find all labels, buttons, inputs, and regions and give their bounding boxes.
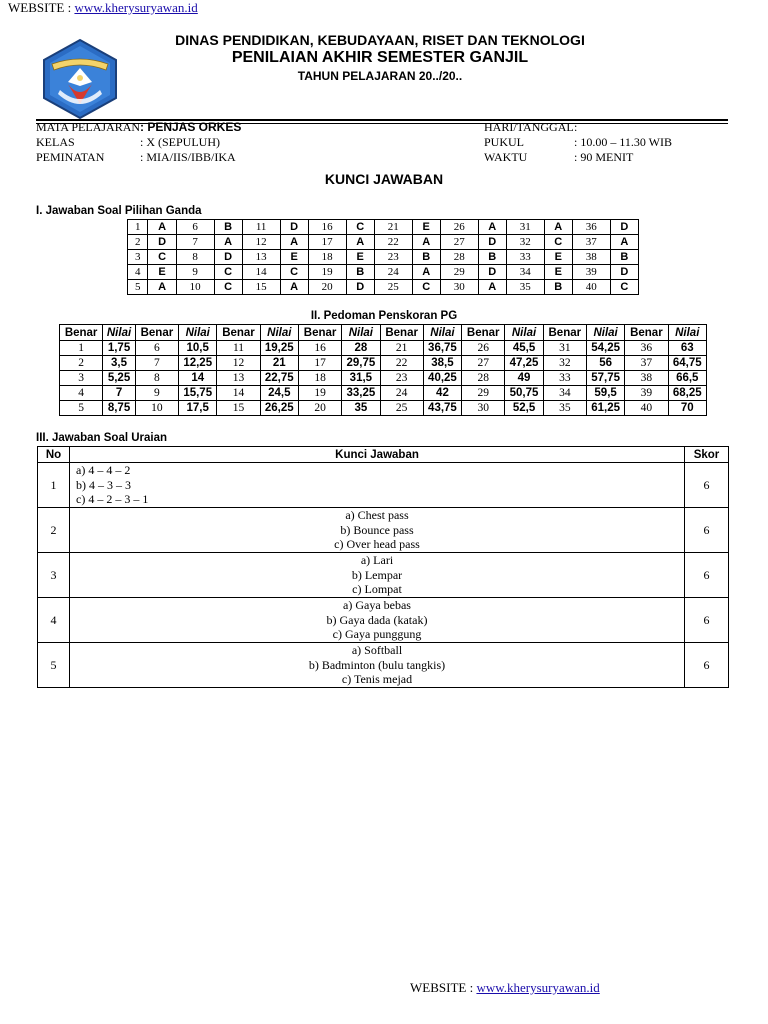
info-value: : bbox=[574, 120, 578, 134]
exam-info bbox=[36, 120, 728, 165]
answer-line: c) Gaya punggung bbox=[332, 627, 422, 642]
correct-count: 13 bbox=[217, 371, 260, 386]
column-header-nilai: Nilai bbox=[505, 325, 543, 341]
document-title: KUNCI JAWABAN bbox=[324, 171, 444, 187]
column-header-nilai: Nilai bbox=[423, 325, 461, 341]
question-number: 21 bbox=[374, 220, 412, 235]
score-value: 5,25 bbox=[103, 371, 136, 386]
table-row bbox=[128, 220, 639, 235]
answer-line: b) Gaya dada (katak) bbox=[326, 612, 428, 627]
score-value: 50,75 bbox=[505, 386, 543, 401]
section-1-title: I. Jawaban Soal Pilihan Ganda bbox=[36, 205, 202, 217]
answer-letter: A bbox=[148, 220, 176, 235]
answer-letter: C bbox=[610, 280, 638, 295]
score-value: 26,25 bbox=[260, 401, 298, 416]
correct-count: 12 bbox=[217, 356, 260, 371]
table-row bbox=[60, 401, 707, 416]
row-number: 2 bbox=[38, 508, 70, 553]
column-header-score: Skor bbox=[685, 447, 729, 463]
school-year: TAHUN PELAJARAN 20../20.. bbox=[297, 69, 463, 83]
score-cell: 6 bbox=[685, 598, 729, 643]
table-row bbox=[60, 356, 707, 371]
answer-letter: C bbox=[214, 280, 242, 295]
question-number: 32 bbox=[506, 235, 544, 250]
question-number: 16 bbox=[308, 220, 346, 235]
question-number: 28 bbox=[440, 250, 478, 265]
answer-line: b) Bounce pass bbox=[340, 522, 414, 537]
score-value: 19,25 bbox=[260, 341, 298, 356]
question-number: 3 bbox=[128, 250, 148, 265]
website-link[interactable]: www.kherysuryawan.id bbox=[476, 980, 600, 995]
question-number: 9 bbox=[176, 265, 214, 280]
question-number: 8 bbox=[176, 250, 214, 265]
correct-count: 39 bbox=[625, 386, 668, 401]
correct-count: 37 bbox=[625, 356, 668, 371]
answer-line: a) Lari bbox=[360, 553, 394, 568]
score-value: 38,5 bbox=[423, 356, 461, 371]
correct-count: 9 bbox=[135, 386, 178, 401]
table-row bbox=[60, 371, 707, 386]
info-value: : 10.00 – 11.30 WIB bbox=[574, 135, 672, 149]
correct-count: 7 bbox=[135, 356, 178, 371]
column-header-key: Kunci Jawaban bbox=[70, 447, 685, 463]
question-number: 20 bbox=[308, 280, 346, 295]
table-row bbox=[38, 463, 729, 508]
answer-letter: E bbox=[148, 265, 176, 280]
score-value: 43,75 bbox=[423, 401, 461, 416]
answer-line: a) Gaya bebas bbox=[343, 598, 411, 613]
answer-letter: A bbox=[412, 265, 440, 280]
question-number: 13 bbox=[242, 250, 280, 265]
table-row bbox=[128, 265, 639, 280]
row-number: 3 bbox=[38, 553, 70, 598]
table-row bbox=[128, 280, 639, 295]
score-value: 40,25 bbox=[423, 371, 461, 386]
correct-count: 18 bbox=[298, 371, 341, 386]
correct-count: 2 bbox=[60, 356, 103, 371]
website-label: WEBSITE : bbox=[410, 980, 477, 995]
score-value: 33,25 bbox=[342, 386, 380, 401]
answer-letter: E bbox=[544, 265, 572, 280]
score-value: 57,75 bbox=[586, 371, 624, 386]
answer-letter: B bbox=[346, 265, 374, 280]
question-number: 24 bbox=[374, 265, 412, 280]
score-value: 10,5 bbox=[179, 341, 217, 356]
answer-letter: C bbox=[346, 220, 374, 235]
info-key: WAKTU bbox=[484, 150, 528, 164]
column-header-benar: Benar bbox=[135, 325, 178, 341]
correct-count: 33 bbox=[543, 371, 586, 386]
score-value: 15,75 bbox=[179, 386, 217, 401]
score-value: 31,5 bbox=[342, 371, 380, 386]
question-number: 29 bbox=[440, 265, 478, 280]
score-value: 8,75 bbox=[103, 401, 136, 416]
question-number: 15 bbox=[242, 280, 280, 295]
question-number: 12 bbox=[242, 235, 280, 250]
question-number: 7 bbox=[176, 235, 214, 250]
row-number: 5 bbox=[38, 643, 70, 688]
table-row bbox=[60, 341, 707, 356]
question-number: 38 bbox=[572, 250, 610, 265]
info-value: : 90 MENIT bbox=[574, 150, 634, 164]
correct-count: 16 bbox=[298, 341, 341, 356]
answer-letter: C bbox=[412, 280, 440, 295]
score-value: 36,75 bbox=[423, 341, 461, 356]
question-number: 34 bbox=[506, 265, 544, 280]
answer-letter: D bbox=[148, 235, 176, 250]
answer-line: a) 4 – 4 – 2 bbox=[76, 463, 131, 478]
score-value: 54,25 bbox=[586, 341, 624, 356]
score-value: 64,75 bbox=[668, 356, 706, 371]
score-value: 63 bbox=[668, 341, 706, 356]
score-value: 1,75 bbox=[103, 341, 136, 356]
answer-letter: D bbox=[214, 250, 242, 265]
column-header-nilai: Nilai bbox=[260, 325, 298, 341]
table-row bbox=[128, 250, 639, 265]
answer-letter: B bbox=[412, 250, 440, 265]
column-header-benar: Benar bbox=[298, 325, 341, 341]
correct-count: 35 bbox=[543, 401, 586, 416]
info-key: PEMINATAN bbox=[36, 150, 105, 164]
info-key: PUKUL bbox=[484, 135, 525, 149]
correct-count: 26 bbox=[462, 341, 505, 356]
question-number: 39 bbox=[572, 265, 610, 280]
info-value: : X (SEPULUH) bbox=[140, 135, 220, 149]
table-row bbox=[38, 553, 729, 598]
info-value: : MIA/IIS/IBB/IKA bbox=[140, 150, 236, 164]
answer-letter: A bbox=[148, 280, 176, 295]
question-number: 6 bbox=[176, 220, 214, 235]
question-number: 17 bbox=[308, 235, 346, 250]
question-number: 5 bbox=[128, 280, 148, 295]
tut-wuri-handayani-logo bbox=[40, 38, 120, 120]
answer-letter: A bbox=[478, 220, 506, 235]
info-key: KELAS bbox=[36, 135, 75, 149]
correct-count: 21 bbox=[380, 341, 423, 356]
score-value: 17,5 bbox=[179, 401, 217, 416]
essay-header bbox=[38, 447, 729, 463]
question-number: 4 bbox=[128, 265, 148, 280]
question-number: 18 bbox=[308, 250, 346, 265]
row-number: 4 bbox=[38, 598, 70, 643]
score-value: 52,5 bbox=[505, 401, 543, 416]
question-number: 19 bbox=[308, 265, 346, 280]
answer-letter: A bbox=[280, 280, 308, 295]
score-value: 66,5 bbox=[668, 371, 706, 386]
question-number: 1 bbox=[128, 220, 148, 235]
answer-letter: A bbox=[544, 220, 572, 235]
question-number: 33 bbox=[506, 250, 544, 265]
correct-count: 40 bbox=[625, 401, 668, 416]
score-cell: 6 bbox=[685, 463, 729, 508]
score-value: 7 bbox=[103, 386, 136, 401]
answer-line: b) Badminton (bulu tangkis) bbox=[308, 657, 446, 672]
answer-key-cell bbox=[70, 643, 685, 688]
correct-count: 1 bbox=[60, 341, 103, 356]
column-header-benar: Benar bbox=[462, 325, 505, 341]
correct-count: 22 bbox=[380, 356, 423, 371]
scoring-guide-header bbox=[60, 325, 707, 341]
score-value: 59,5 bbox=[586, 386, 624, 401]
answer-letter: D bbox=[478, 265, 506, 280]
website-header bbox=[8, 0, 198, 16]
column-header-nilai: Nilai bbox=[103, 325, 136, 341]
scoring-guide-table bbox=[59, 324, 707, 416]
correct-count: 29 bbox=[462, 386, 505, 401]
table-row bbox=[128, 235, 639, 250]
score-value: 61,25 bbox=[586, 401, 624, 416]
question-number: 2 bbox=[128, 235, 148, 250]
website-label: WEBSITE : bbox=[8, 0, 75, 15]
question-number: 40 bbox=[572, 280, 610, 295]
answer-letter: E bbox=[346, 250, 374, 265]
correct-count: 15 bbox=[217, 401, 260, 416]
answer-letter: C bbox=[280, 265, 308, 280]
answer-line: c) Tenis mejad bbox=[341, 672, 413, 687]
website-link[interactable]: www.kherysuryawan.id bbox=[74, 0, 198, 15]
agency-name: DINAS PENDIDIKAN, KEBUDAYAAN, RISET DAN TEKNOLOGI bbox=[175, 32, 585, 48]
answer-letter: D bbox=[346, 280, 374, 295]
column-header-nilai: Nilai bbox=[668, 325, 706, 341]
column-header-nilai: Nilai bbox=[586, 325, 624, 341]
row-number: 1 bbox=[38, 463, 70, 508]
answer-line: b) 4 – 3 – 3 bbox=[76, 477, 131, 492]
info-key: MATA PELAJARAN bbox=[36, 120, 141, 134]
answer-letter: A bbox=[412, 235, 440, 250]
column-header-no: No bbox=[38, 447, 70, 463]
correct-count: 36 bbox=[625, 341, 668, 356]
score-value: 42 bbox=[423, 386, 461, 401]
info-row-major bbox=[36, 150, 728, 165]
question-number: 26 bbox=[440, 220, 478, 235]
score-value: 12,25 bbox=[179, 356, 217, 371]
answer-letter: A bbox=[214, 235, 242, 250]
correct-count: 23 bbox=[380, 371, 423, 386]
answer-line: a) Softball bbox=[351, 643, 403, 658]
correct-count: 17 bbox=[298, 356, 341, 371]
answer-key-cell bbox=[70, 553, 685, 598]
answer-letter: B bbox=[214, 220, 242, 235]
score-value: 45,5 bbox=[505, 341, 543, 356]
essay-answer-table bbox=[37, 446, 729, 688]
correct-count: 38 bbox=[625, 371, 668, 386]
score-value: 68,25 bbox=[668, 386, 706, 401]
question-number: 11 bbox=[242, 220, 280, 235]
question-number: 31 bbox=[506, 220, 544, 235]
info-key: HARI/TANGGAL bbox=[484, 120, 574, 134]
correct-count: 25 bbox=[380, 401, 423, 416]
score-cell: 6 bbox=[685, 553, 729, 598]
question-number: 25 bbox=[374, 280, 412, 295]
table-row bbox=[38, 643, 729, 688]
question-number: 23 bbox=[374, 250, 412, 265]
answer-letter: B bbox=[544, 280, 572, 295]
answer-letter: D bbox=[610, 265, 638, 280]
column-header-benar: Benar bbox=[60, 325, 103, 341]
score-value: 21 bbox=[260, 356, 298, 371]
answer-line: b) Lempar bbox=[351, 567, 403, 582]
correct-count: 10 bbox=[135, 401, 178, 416]
column-header-benar: Benar bbox=[625, 325, 668, 341]
answer-line: c) Lompat bbox=[352, 582, 402, 597]
score-value: 3,5 bbox=[103, 356, 136, 371]
column-header-benar: Benar bbox=[543, 325, 586, 341]
correct-count: 30 bbox=[462, 401, 505, 416]
answer-letter: B bbox=[610, 250, 638, 265]
score-value: 49 bbox=[505, 371, 543, 386]
info-value: : PENJAS ORKES bbox=[140, 120, 242, 134]
info-row-subject bbox=[36, 120, 728, 135]
column-header-benar: Benar bbox=[217, 325, 260, 341]
answer-key-cell bbox=[70, 508, 685, 553]
score-value: 29,75 bbox=[342, 356, 380, 371]
answer-letter: E bbox=[412, 220, 440, 235]
answer-letter: C bbox=[214, 265, 242, 280]
answer-letter: B bbox=[478, 250, 506, 265]
multiple-choice-answer-table bbox=[127, 219, 639, 295]
score-cell: 6 bbox=[685, 508, 729, 553]
section-3-title: III. Jawaban Soal Uraian bbox=[36, 432, 168, 444]
correct-count: 27 bbox=[462, 356, 505, 371]
answer-letter: C bbox=[544, 235, 572, 250]
correct-count: 5 bbox=[60, 401, 103, 416]
answer-key-cell bbox=[70, 463, 685, 508]
correct-count: 8 bbox=[135, 371, 178, 386]
table-row bbox=[38, 508, 729, 553]
score-value: 47,25 bbox=[505, 356, 543, 371]
correct-count: 11 bbox=[217, 341, 260, 356]
correct-count: 19 bbox=[298, 386, 341, 401]
score-value: 35 bbox=[342, 401, 380, 416]
answer-letter: A bbox=[280, 235, 308, 250]
correct-count: 4 bbox=[60, 386, 103, 401]
answer-line: c) Over head pass bbox=[334, 537, 420, 552]
section-2-title: II. Pedoman Penskoran PG bbox=[310, 310, 458, 322]
correct-count: 24 bbox=[380, 386, 423, 401]
answer-letter: C bbox=[148, 250, 176, 265]
answer-key-cell bbox=[70, 598, 685, 643]
question-number: 35 bbox=[506, 280, 544, 295]
answer-line: a) Chest pass bbox=[345, 508, 409, 523]
website-footer bbox=[410, 980, 600, 996]
score-value: 24,5 bbox=[260, 386, 298, 401]
question-number: 36 bbox=[572, 220, 610, 235]
score-value: 14 bbox=[179, 371, 217, 386]
info-row-class bbox=[36, 135, 728, 150]
answer-letter: E bbox=[280, 250, 308, 265]
question-number: 10 bbox=[176, 280, 214, 295]
correct-count: 20 bbox=[298, 401, 341, 416]
score-value: 70 bbox=[668, 401, 706, 416]
answer-letter: D bbox=[478, 235, 506, 250]
answer-letter: A bbox=[478, 280, 506, 295]
table-row bbox=[38, 598, 729, 643]
question-number: 27 bbox=[440, 235, 478, 250]
score-value: 22,75 bbox=[260, 371, 298, 386]
correct-count: 6 bbox=[135, 341, 178, 356]
answer-letter: E bbox=[544, 250, 572, 265]
score-value: 28 bbox=[342, 341, 380, 356]
column-header-nilai: Nilai bbox=[342, 325, 380, 341]
question-number: 22 bbox=[374, 235, 412, 250]
correct-count: 3 bbox=[60, 371, 103, 386]
answer-letter: A bbox=[610, 235, 638, 250]
answer-letter: D bbox=[610, 220, 638, 235]
question-number: 30 bbox=[440, 280, 478, 295]
answer-letter: A bbox=[346, 235, 374, 250]
score-value: 56 bbox=[586, 356, 624, 371]
document-header bbox=[140, 32, 620, 83]
score-cell: 6 bbox=[685, 643, 729, 688]
correct-count: 32 bbox=[543, 356, 586, 371]
correct-count: 14 bbox=[217, 386, 260, 401]
column-header-benar: Benar bbox=[380, 325, 423, 341]
question-number: 14 bbox=[242, 265, 280, 280]
correct-count: 31 bbox=[543, 341, 586, 356]
answer-line: c) 4 – 2 – 3 – 1 bbox=[76, 492, 149, 507]
column-header-nilai: Nilai bbox=[179, 325, 217, 341]
answer-letter: D bbox=[280, 220, 308, 235]
correct-count: 34 bbox=[543, 386, 586, 401]
exam-name: PENILAIAN AKHIR SEMESTER GANJIL bbox=[231, 49, 529, 66]
table-row bbox=[60, 386, 707, 401]
correct-count: 28 bbox=[462, 371, 505, 386]
question-number: 37 bbox=[572, 235, 610, 250]
